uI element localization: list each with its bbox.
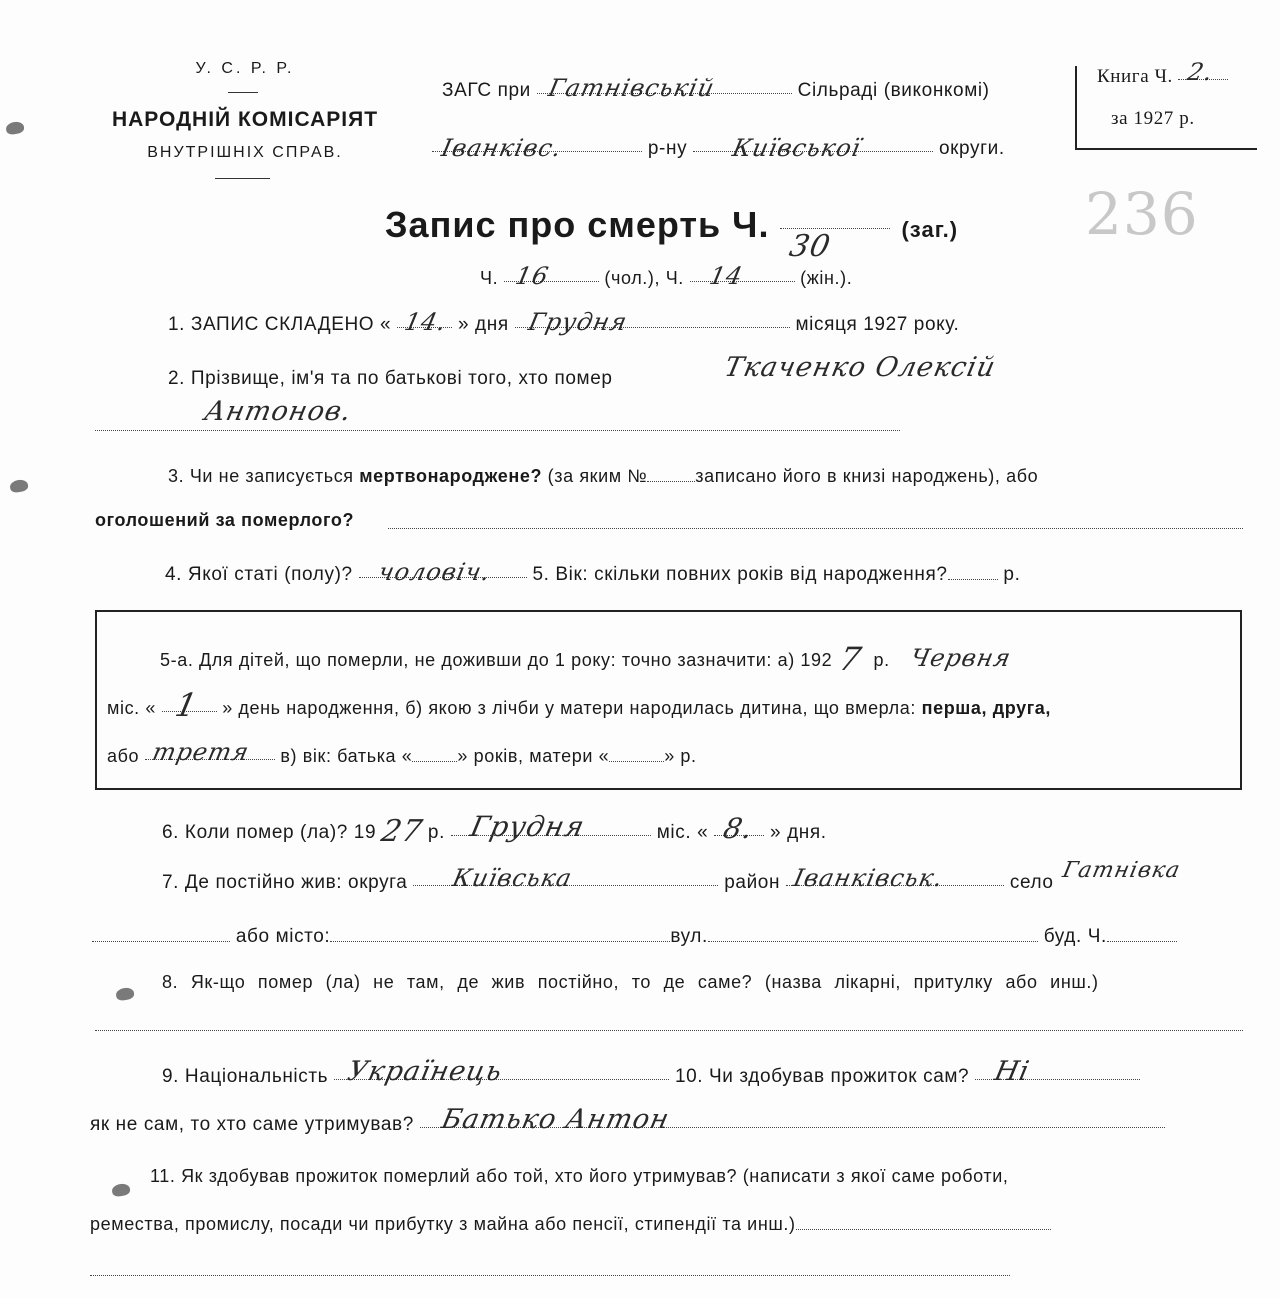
title-suffix: (заг.) xyxy=(901,217,959,242)
zags-okruha: Київської xyxy=(730,134,864,162)
q7-line2 xyxy=(92,926,1177,948)
q6-month: Грудня xyxy=(467,810,588,843)
q8-line: 8. Як-що помер (ла) не там, де жив постійно, то де саме? (назва лікарні, притулку або инш.) xyxy=(162,972,1099,992)
q6-text2: р. xyxy=(427,822,445,843)
margin-number: 236 xyxy=(1085,180,1199,248)
q10-who: Батько Антон xyxy=(438,1104,673,1135)
q5a-text3b: в) вік: батька « xyxy=(280,746,413,766)
q7-text3: село xyxy=(1009,872,1054,893)
q6-text3: міс. « xyxy=(656,822,709,843)
q5a-text1: 5-а. Для дітей, що померли, не доживши до 1 року: точно зазначити: а) 192 xyxy=(160,650,833,670)
okruha-suffix: округи. xyxy=(938,138,1005,159)
commissariat-title: НАРОДНІЙ КОМІСАРІЯТ xyxy=(111,108,379,131)
q7-raion: Іванківськ. xyxy=(790,864,946,892)
q3-line xyxy=(168,466,1038,487)
q5a-text3d: » р. xyxy=(664,746,697,766)
q5a-text2b: » день народження, б) якою з лічби у матери народилась дитина, що вмерла: xyxy=(222,698,916,718)
female-count: 14 xyxy=(706,262,746,290)
q7-text6: буд. Ч. xyxy=(1043,926,1107,947)
zags-prefix: ЗАГС при xyxy=(442,80,531,101)
q5a-day: 1 xyxy=(171,686,202,724)
q5a-month: Червня xyxy=(908,644,1015,672)
q9-line xyxy=(162,1056,1140,1088)
q5a-text3a: або xyxy=(107,746,140,766)
subtitle-line xyxy=(480,262,853,290)
q2-rule xyxy=(95,430,900,431)
q2-name1: Ткаченко Олексій xyxy=(721,352,999,383)
male-label: (чол.), Ч. xyxy=(604,268,684,288)
q11-text2: ремества, промислу, посади чи прибутку з майна або пенсії, стипендії та инш.) xyxy=(90,1214,796,1234)
q4-text2: 5. Вік: скільки повних років від народження? xyxy=(532,564,948,585)
q3-text2: (за яким № xyxy=(547,466,648,486)
q4-text3: р. xyxy=(1003,564,1021,585)
zags-council: Сільраді (виконкомі) xyxy=(797,80,990,101)
book-year: за 1927 р. xyxy=(1111,108,1195,129)
q1-text1: 1. ЗАПИС СКЛАДЕНО « xyxy=(168,314,392,335)
q3-line2 xyxy=(95,510,354,531)
punch-hole xyxy=(111,1183,131,1198)
q7-okruha: Київська xyxy=(450,864,576,892)
q6-text1: 6. Коли помер (ла)? 19 xyxy=(162,822,377,843)
q3-text1: 3. Чи не записується xyxy=(168,466,354,486)
q3-stillborn: мертвонароджене? xyxy=(359,466,543,486)
female-label: (жін.). xyxy=(800,268,853,288)
punch-hole xyxy=(5,121,25,136)
q2-line xyxy=(168,368,613,390)
q1-day: 14. xyxy=(402,308,450,336)
q7-line xyxy=(162,858,1184,894)
q5a-text2a: міс. « xyxy=(107,698,156,718)
q11-line2 xyxy=(90,1214,1051,1235)
title-text: Запис про смерть Ч. xyxy=(385,204,770,245)
ussr-header: У. С. Р. Р. xyxy=(195,60,295,77)
raion-suffix: р-ну xyxy=(647,138,688,159)
q10-who-text: як не сам, то хто саме утримував? xyxy=(90,1114,414,1135)
q5a-text3c: » років, матери « xyxy=(457,746,610,766)
q10-line2 xyxy=(90,1104,1165,1136)
zags-village: Гатнівській xyxy=(545,74,718,102)
record-title xyxy=(385,204,959,264)
book-number: 2. xyxy=(1185,58,1217,86)
q7-text1: 7. Де постійно жив: округа xyxy=(162,872,408,893)
punch-hole xyxy=(9,479,29,494)
q10-self: Ні xyxy=(991,1056,1033,1087)
q8-rule xyxy=(95,1030,1243,1031)
book-box xyxy=(1075,58,1257,150)
q7-text5: вул. xyxy=(670,926,708,947)
book-label: Книга Ч. xyxy=(1097,66,1173,87)
q1-text3: місяця 1927 року. xyxy=(795,314,960,335)
q3-rule xyxy=(388,528,1243,529)
q6-line xyxy=(162,810,827,849)
q3-declared-dead: оголошений за померлого? xyxy=(95,510,355,530)
q2-name2: Антонов. xyxy=(201,396,355,427)
q5a-line3 xyxy=(107,738,697,767)
q3-text3: записано його в книзі народжень), або xyxy=(695,466,1039,486)
q5a-text1b: р. xyxy=(873,650,890,670)
header-divider-2 xyxy=(215,178,270,179)
zags-raion: Іванківс. xyxy=(439,134,565,162)
q1-month: Грудня xyxy=(525,308,630,336)
q5a-year: 7 xyxy=(835,640,866,678)
q2-text: 2. Прізвище, ім'я та по батькові того, хто помер xyxy=(168,368,613,389)
q4-sex: чоловіч. xyxy=(375,558,493,586)
q11-rule xyxy=(90,1275,1010,1276)
q6-day: 8. xyxy=(720,812,757,845)
q11-line1: 11. Як здобував прожиток померлий або той, хто його утримував? (написати з якої саме роботи, xyxy=(150,1166,1009,1186)
zags-line xyxy=(442,74,990,102)
sub-ch: Ч. xyxy=(480,268,499,288)
q5a-order: третя xyxy=(149,738,252,766)
department-title: ВНУТРІШНІХ СПРАВ. xyxy=(147,144,343,161)
q7-text2: район xyxy=(724,872,781,893)
male-count: 16 xyxy=(512,262,552,290)
q6-year: 27 xyxy=(378,814,426,849)
q10-text: 10. Чи здобував прожиток сам? xyxy=(674,1066,970,1087)
q5a-birth-order: перша, друга, xyxy=(921,698,1052,718)
q7-text4: або місто: xyxy=(235,926,331,947)
q4-text1: 4. Якої статі (полу)? xyxy=(165,564,353,585)
q4-line xyxy=(165,558,1021,586)
q9-text1: 9. Національність xyxy=(162,1066,329,1087)
header-divider xyxy=(228,92,258,93)
q5a-line1 xyxy=(160,640,1045,678)
q1-line xyxy=(168,308,960,336)
q6-text4: » дня. xyxy=(770,822,827,843)
q7-selo: Гатнівка xyxy=(1060,858,1184,883)
q9-nationality: Українець xyxy=(344,1056,506,1087)
punch-hole xyxy=(115,987,135,1002)
record-number: 30 xyxy=(786,229,835,264)
raion-line xyxy=(432,134,1005,162)
q1-text2: » дня xyxy=(458,314,509,335)
q5a-line2 xyxy=(107,686,1052,724)
